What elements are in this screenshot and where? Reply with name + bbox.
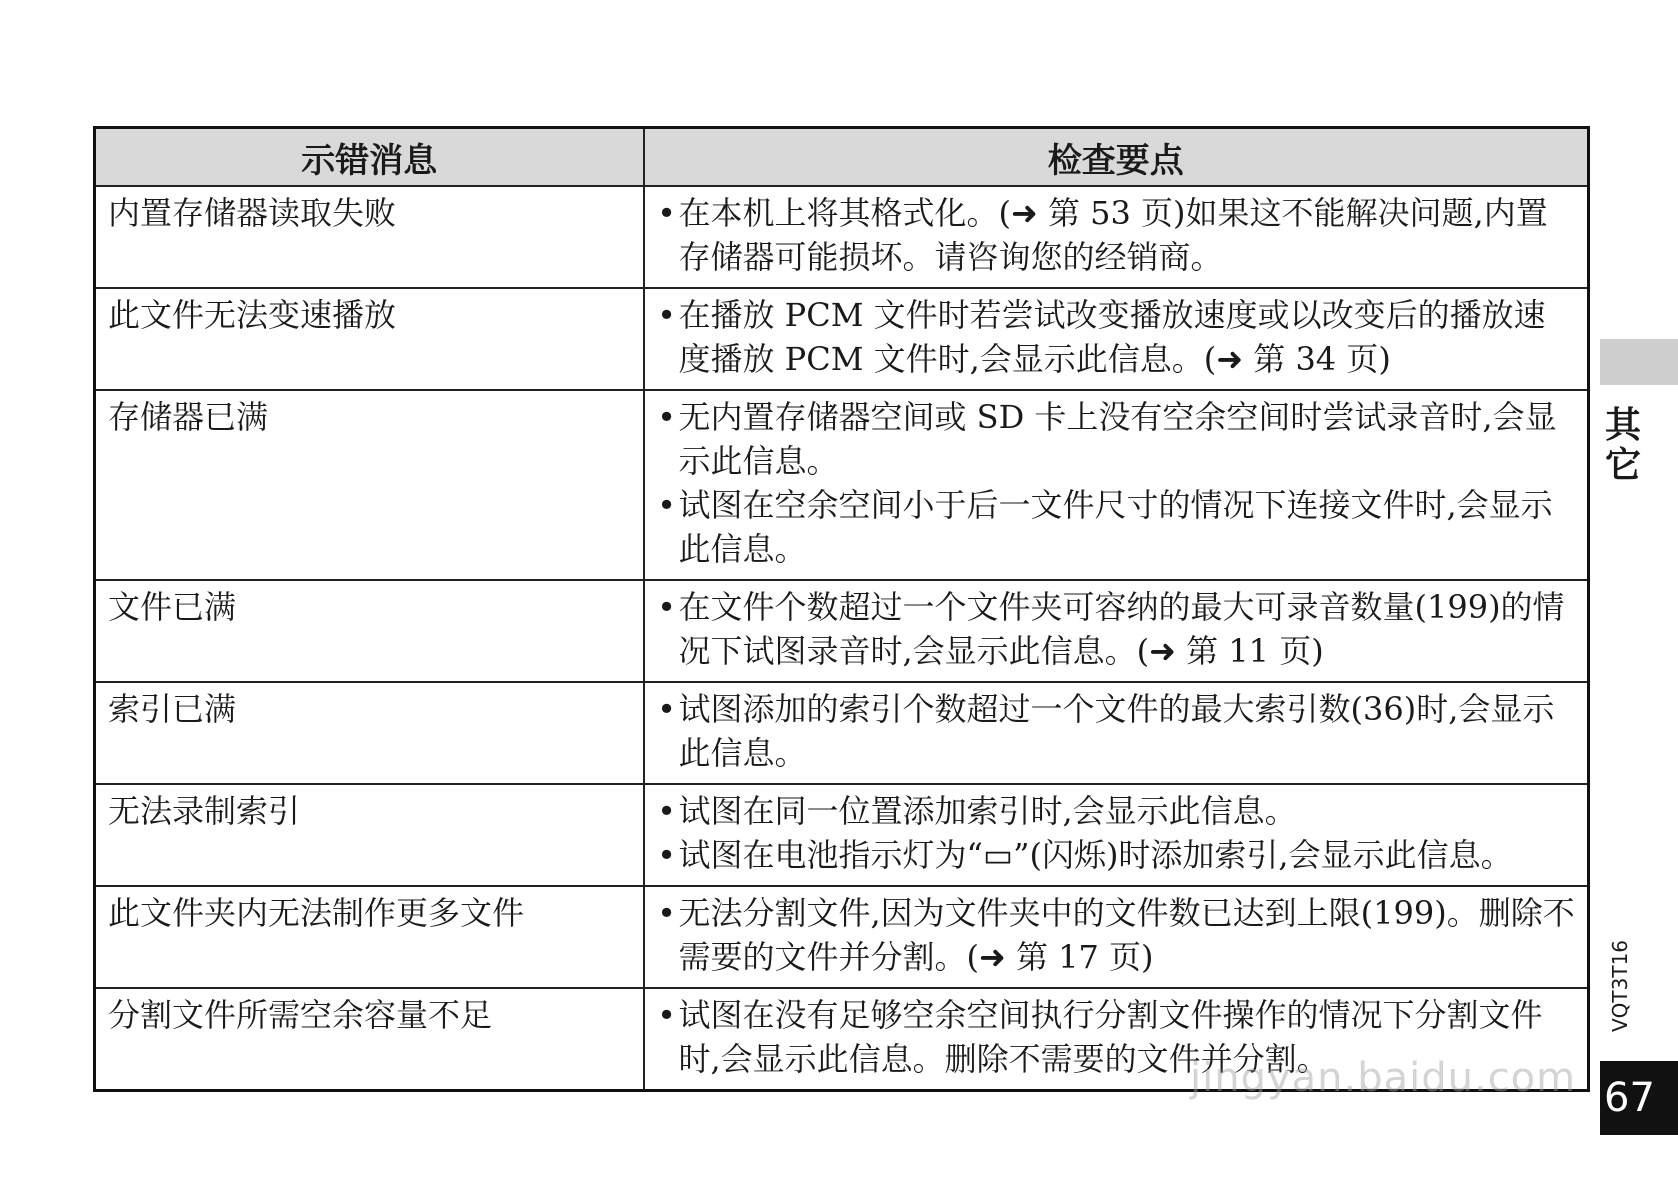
table-body <box>95 186 1589 1091</box>
table-row <box>95 288 1589 390</box>
bullet-icon: • <box>657 792 676 830</box>
table-row <box>95 682 1589 784</box>
bullet-icon: • <box>657 588 676 626</box>
check-point-item <box>655 483 1578 571</box>
check-point-text: 试图在电池指示灯为“▭”(闪烁)时添加索引,会显示此信息。 <box>678 836 1513 874</box>
error-message-table <box>93 126 1590 1092</box>
table-row <box>95 390 1589 580</box>
check-point-text: 试图在没有足够空余空间执行分割文件操作的情况下分割文件时,会显示此信息。删除不需要的文件并分割。 <box>678 996 1543 1078</box>
error-message-cell: 此文件夹内无法制作更多文件 <box>95 886 644 988</box>
check-point-item <box>655 585 1578 673</box>
check-point-text: 无内置存储器空间或 SD 卡上没有空余空间时尝试录音时,会显示此信息。 <box>678 398 1557 480</box>
table-header-row <box>95 128 1589 187</box>
error-message-cell: 内置存储器读取失败 <box>95 186 644 288</box>
header-error-message: 示错消息 <box>95 128 644 187</box>
check-point-text: 试图在同一位置添加索引时,会显示此信息。 <box>678 792 1297 830</box>
check-points-cell <box>644 186 1589 288</box>
doc-code: VQT3T16 <box>1608 939 1632 1032</box>
check-points-cell <box>644 784 1589 886</box>
section-label: 其它 <box>1604 405 1641 486</box>
bullet-icon: • <box>657 690 676 728</box>
check-point-item <box>655 395 1578 483</box>
check-point-text: 在播放 PCM 文件时若尝试改变播放速度或以改变后的播放速度播放 PCM 文件时,会显示此信息。(➜ 第 34 页) <box>678 296 1546 378</box>
check-points-cell <box>644 390 1589 580</box>
check-point-item <box>655 687 1578 775</box>
error-message-cell: 分割文件所需空余容量不足 <box>95 988 644 1091</box>
bullet-icon: • <box>657 836 676 874</box>
bullet-icon: • <box>657 894 676 932</box>
error-message-cell: 此文件无法变速播放 <box>95 288 644 390</box>
check-point-text: 无法分割文件,因为文件夹中的文件数已达到上限(199)。删除不需要的文件并分割。(➜ 第 17 页) <box>678 894 1575 976</box>
error-message-cell: 无法录制索引 <box>95 784 644 886</box>
check-points-cell <box>644 580 1589 682</box>
error-message-cell: 存储器已满 <box>95 390 644 580</box>
check-point-text: 试图添加的索引个数超过一个文件的最大索引数(36)时,会显示此信息。 <box>678 690 1555 772</box>
section-tab-marker <box>1600 339 1678 385</box>
table-row <box>95 186 1589 288</box>
error-message-cell: 文件已满 <box>95 580 644 682</box>
table-row <box>95 784 1589 886</box>
check-point-item <box>655 891 1578 979</box>
check-point-text: 在本机上将其格式化。(➜ 第 53 页)如果这不能解决问题,内置存储器可能损坏。请咨询您的经销商。 <box>678 194 1548 276</box>
watermark: jingyan.baidu.com <box>1190 1055 1577 1101</box>
table-row <box>95 580 1589 682</box>
check-point-text: 试图在空余空间小于后一文件尺寸的情况下连接文件时,会显示此信息。 <box>678 486 1553 568</box>
check-points-cell <box>644 682 1589 784</box>
bullet-icon: • <box>657 296 676 334</box>
check-point-item <box>655 293 1578 381</box>
check-point-item <box>655 789 1578 833</box>
bullet-icon: • <box>657 486 676 524</box>
header-check-points: 检查要点 <box>644 128 1589 187</box>
page-number: 67 <box>1600 1061 1678 1135</box>
check-point-item <box>655 833 1578 877</box>
bullet-icon: • <box>657 398 676 436</box>
table-row <box>95 886 1589 988</box>
bullet-icon: • <box>657 996 676 1034</box>
check-points-cell <box>644 288 1589 390</box>
error-message-cell: 索引已满 <box>95 682 644 784</box>
check-point-text: 在文件个数超过一个文件夹可容纳的最大可录音数量(199)的情况下试图录音时,会显示此信息。(➜ 第 11 页) <box>678 588 1565 670</box>
check-points-cell <box>644 886 1589 988</box>
check-point-item <box>655 191 1578 279</box>
bullet-icon: • <box>657 194 676 232</box>
